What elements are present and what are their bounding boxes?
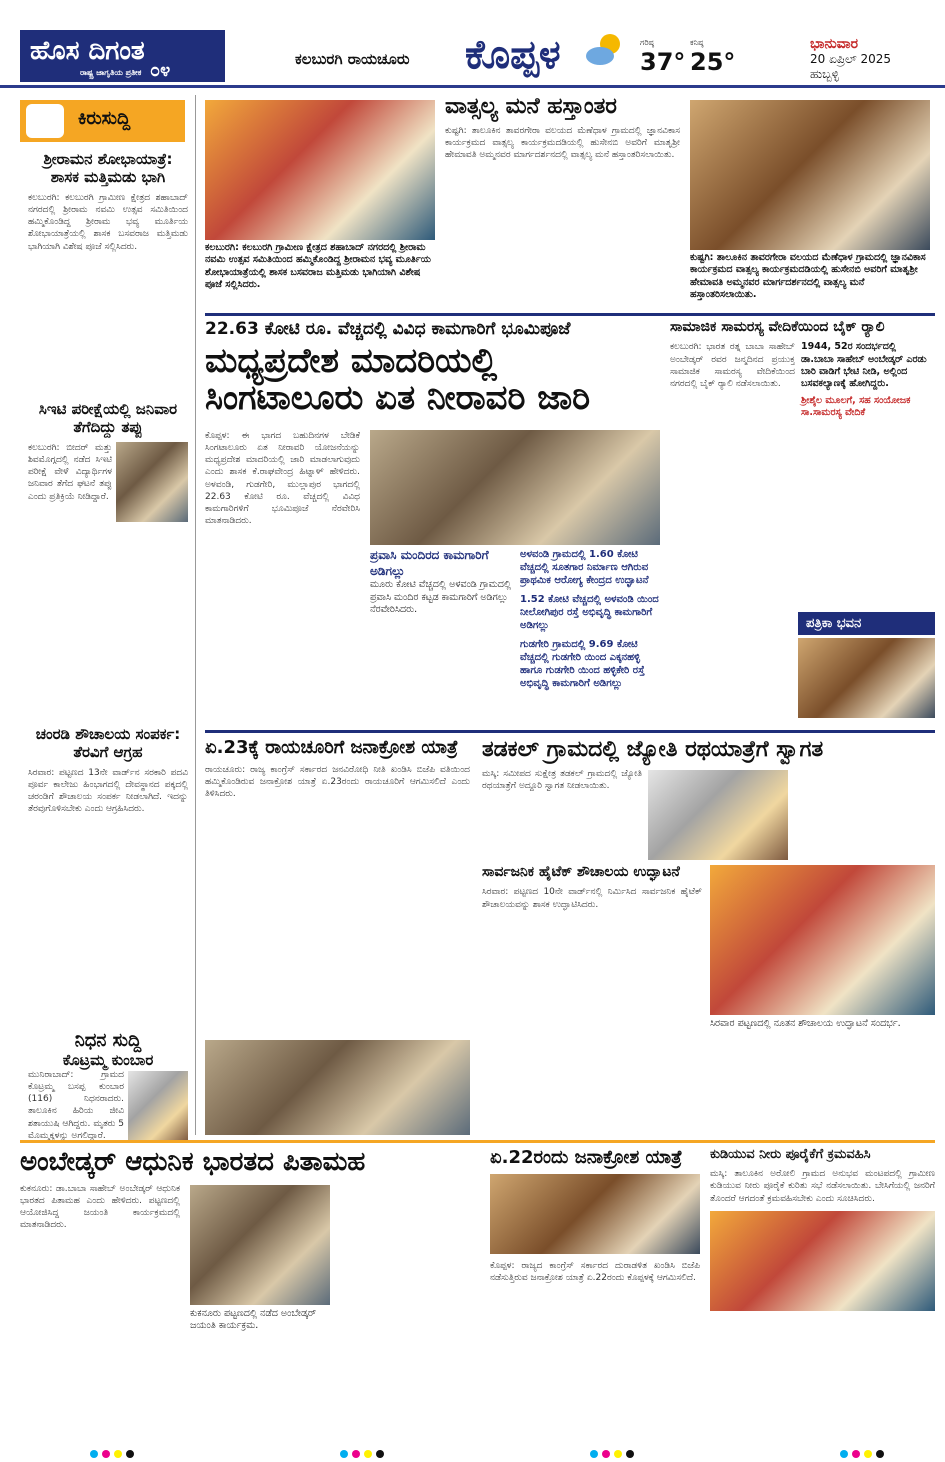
weekday: ಭಾನುವಾರ	[810, 36, 859, 52]
ambedkar-caption: ಕುಕನೂರು ಪಟ್ಟಣದಲ್ಲಿ ನಡೆದ ಅಂಬೇಡ್ಕರ್ ಜಯಂತಿ ಕಾರ್ಯಕ್ರಮ.	[190, 1308, 317, 1332]
ambedkar-photo	[190, 1185, 330, 1305]
temp-high-block	[640, 38, 685, 76]
page-number: ೦೪	[150, 60, 171, 81]
print-registration-marks	[340, 1443, 388, 1462]
janakrosha-koppal-photo	[490, 1174, 700, 1254]
obituary	[28, 1030, 188, 1140]
story-headline: ತಡಕಲ್ ಗ್ರಾಮದಲ್ಲಿ ಜ್ಯೋತಿ ರಥಯಾತ್ರೆಗೆ ಸ್ವಾಗತ	[482, 738, 824, 762]
obituary-photo	[128, 1071, 188, 1140]
lead-headline-2: ಸಿಂಗಟಾಲೂರು ಏತ ನೀರಾವರಿ ಜಾರಿ	[205, 378, 591, 419]
story-headline: ಚಂರಡಿ ಶೌಚಾಲಯ ಸಂಪರ್ಕ: ತೆರವಿಗೆ ಆಗ್ರಹ	[35, 725, 181, 761]
story-headline: ಶ್ರೀರಾಮನ ಶೋಭಾಯಾತ್ರೆ: ಶಾಸಕ ಮತ್ತಿಮಡು ಭಾಗಿ	[43, 150, 173, 186]
story-body: ಕಲಬುರಗಿ: ಭಾರತ ರತ್ನ ಬಾಬಾ ಸಾಹೇಬ್ ಅಂಬೇಡ್ಕರ್ ರವರ ಜನ್ಮದಿನದ ಪ್ರಯುಕ್ತ ಸಾಮಾಜಿಕ ಸಾಮರಸ್ಯ ವೇದಿಕೆಯಿಂದ ನಗರದಲ್ಲಿ ಬೈಕ್ ರ್‍ಯಾಲಿ ನಡೆಸಲಾಯಿತು.	[670, 342, 795, 389]
story-vatsalya	[445, 95, 680, 310]
date-block	[810, 36, 940, 82]
temp-low-label: ಕನಿಷ್ಠ	[690, 38, 704, 47]
region-label: ಕಲಬುರಗಿ ರಾಯಚೂರು	[295, 50, 410, 68]
press-meet-photo	[798, 638, 935, 718]
story-bike-rally	[670, 320, 935, 720]
story-headline: ಕುಡಿಯುವ ನೀರು ಪೂರೈಕೆಗೆ ಕ್ರಮವಹಿಸಿ	[710, 1148, 871, 1162]
lead-photo-caption-text: ಮೂರು ಕೋಟಿ ವೆಚ್ಚದಲ್ಲಿ ಅಳವಂಡಿ ಗ್ರಾಮದಲ್ಲಿ ಪ್ರವಾಸಿ ಮಂದಿರ ಕಟ್ಟಡ ಕಾಮಗಾರಿಗೆ ಅಡಿಗಲ್ಲು ನೆರವೇರಿಸಿದರು.	[370, 579, 512, 615]
rama-procession-photo	[205, 100, 435, 240]
newspaper-logo	[20, 30, 225, 82]
temp-high-label: ಗರಿಷ್ಠ	[640, 38, 654, 47]
water-meeting-photo	[710, 1211, 935, 1311]
date-text: 20 ಏಪ್ರಿಲ್ 2025	[810, 52, 892, 66]
story-body: ಮಸ್ಕಿ: ಸಮೀಪದ ಸುಕ್ಷೇತ್ರ ತಡಕಲ್ ಗ್ರಾಮದಲ್ಲಿ ಜ್ಯೋತಿ ರಥಯಾತ್ರೆಗೆ ಅದ್ದೂರಿ ಸ್ವಾಗತ ನೀಡಲಾಯಿತು.	[482, 769, 642, 792]
story-drinking-water	[710, 1148, 935, 1438]
lead-body: ಕೊಪ್ಪಳ: ಈ ಭಾಗದ ಬಹುದಿನಗಳ ಬೇಡಿಕೆ ಸಿಂಗಟಾಲೂರು ಏತ ನೀರಾವರಿ ಯೋಜನೆಯನ್ನು ಮಧ್ಯಪ್ರದೇಶ ಮಾದರಿಯಲ್ಲಿ ಜಾರಿ ಮಾಡಲಾಗುವುದು ಎಂದು ಶಾಸಕ ಕೆ.ರಾಘವೇಂದ್ರ ಹಿಟ್ನಾಳ್ ಹೇಳಿದರು. ಅಳವಂಡಿ, ಗುಡಗೇರಿ, ಮುಲ್ಲಾಪುರ ಭಾಗದಲ್ಲಿ 22.63 ಕೋಟಿ ರೂ. ವೆಚ್ಚದಲ್ಲಿ ವಿವಿಧ ಕಾಮಗಾರಿಗಳಿಗೆ ಭೂಮಿಪೂಜೆ ನೆರವೇರಿಸಿ ಮಾತನಾಡಿದರು.	[205, 431, 360, 526]
story-body: ಕುಷ್ಟಗಿ: ತಾಲೂಕಿನ ತಾವರಗೇರಾ ವಲಯದ ಮೆಣೆಧಾಳ ಗ್ರಾಮದಲ್ಲಿ ಜ್ಞಾನವಿಕಾಸ ಕಾರ್ಯಕ್ರಮದ ವಾತ್ಸಲ್ಯ ಕಾರ್ಯಕ್ರಮದಡಿಯಲ್ಲಿ ಹುಸೇನಬಿ ಅವರಿಗೆ ಮಾತೃಶ್ರೀ ಹೇಮಾವತಿ ಅಮ್ಮನವರ ಮಾರ್ಗದರ್ಶನದಲ್ಲಿ ವಾತ್ಸಲ್ಯ ಮನೆ ಹಸ್ತಾಂತರಿಸಲಾಯಿತು.	[445, 126, 680, 161]
janakrosha-press-photo	[205, 1040, 470, 1135]
story-body: ಕುಕನೂರು: ಡಾ.ಬಾಬಾ ಸಾಹೇಬ್ ಅಂಬೇಡ್ಕರ್ ಆಧುನಿಕ ಭಾರತದ ಪಿತಾಮಹ ಎಂದು ಹೇಳಿದರು. ಪಟ್ಟಣದಲ್ಲಿ ಆಯೋಜಿಸಿದ್ದ ಜಯಂತಿ ಕಾರ್ಯಕ್ರಮದಲ್ಲಿ ಮಾತನಾಡಿದರು.	[20, 1183, 180, 1231]
vatsalya-photo	[690, 100, 930, 250]
story-body: ರಾಯಚೂರು: ರಾಜ್ಯ ಕಾಂಗ್ರೆಸ್ ಸರ್ಕಾರದ ಜನವಿರೋಧಿ ನೀತಿ ಖಂಡಿಸಿ ಬಿಜೆಪಿ ವತಿಯಿಂದ ಹಮ್ಮಿಕೊಂಡಿರುವ ಜನಾಕ್ರೋಶ ಯಾತ್ರೆ ಏ.23ರಂದು ರಾಯಚೂರಿಗೆ ಆಗಮಿಸಲಿದೆ ಎಂದು ತಿಳಿಸಿದರು.	[205, 764, 470, 800]
logo-text: ಹೊಸ ದಿಗಂತ	[30, 36, 145, 66]
story-body: ಕಲಬುರಗಿ: ಕಲಬುರಗಿ ಗ್ರಾಮೀಣ ಕ್ಷೇತ್ರದ ಶಹಾಬಾದ್ ನಗರದಲ್ಲಿ ಶ್ರೀರಾಮ ನವಮಿ ಉತ್ಸವ ಸಮಿತಿಯಿಂದ ಹಮ್ಮಿಕೊಂಡಿದ್ದ ಶ್ರೀರಾಮ ಭವ್ಯ ಮೂರ್ತಿಯ ಶೋಭಾಯಾತ್ರೆಯಲ್ಲಿ ಶಾಸಕ ಬಸವರಾಜ ಮತ್ತಿಮಡು ಭಾಗಿಯಾಗಿ ವಿಶೇಷ ಪೂಜೆ ಸಲ್ಲಿಸಿದರು.	[28, 193, 188, 252]
story-janakrosha-koppal	[490, 1148, 700, 1438]
obituary-label: ನಿಧನ ಸುದ್ದಿ	[74, 1030, 142, 1051]
lead-headline-1: ಮಧ್ಯಪ್ರದೇಶ ಮಾದರಿಯಲ್ಲಿ	[205, 340, 498, 381]
print-registration-marks	[90, 1443, 138, 1462]
story-headline: ಸಾರ್ವಜನಿಕ ಹೈಟೆಕ್ ಶೌಚಾಲಯ ಉದ್ಘಾಟನೆ	[482, 865, 680, 880]
pull-quote: 1944, 52ರ ಸಂದರ್ಭದಲ್ಲಿ ಡಾ.ಬಾಬಾ ಸಾಹೇಬ್ ಅಂಬೇಡ್ಕರ್ ಎರಡು ಬಾರಿ ವಾಡಿಗೆ ಭೇಟಿ ನೀಡಿ, ಅಲ್ಲಿಂದ ಬಸವಕಲ್ಯಾಣಕ್ಕೆ ಹೋಗಿದ್ದರು.	[801, 341, 927, 390]
quote-attribution: ಶ್ರೀಶೈಲ ಮೂಲಗೆ, ಸಹ ಸಂಯೋಜಕ ಸಾ.ಸಾಮರಸ್ಯ ವೇದಿಕೆ	[801, 394, 911, 419]
story-hitech-toilet	[482, 865, 702, 1135]
story-headline: ಅಂಬೇಡ್ಕರ್ ಆಧುನಿಕ ಭಾರತದ ಪಿತಾಮಹ	[20, 1148, 366, 1177]
story-headline: ಸಾಮಾಜಿಕ ಸಾಮರಸ್ಯ ವೇದಿಕೆಯಿಂದ ಬೈಕ್ ರ್‍ಯಾಲಿ	[670, 320, 885, 335]
kirusuddi-label: ಕಿರುಸುದ್ದಿ	[78, 108, 131, 129]
obituary-name: ಕೊಟ್ರಮ್ಮ ಕುಂಬಾರ	[62, 1051, 154, 1069]
story-body: ಮಸ್ಕಿ: ತಾಲೂಕಿನ ಅರೋಲಿ ಗ್ರಾಮದ ಅನುಭವ ಮಂಟಪದಲ್ಲಿ ಗ್ರಾಮೀಣ ಕುಡಿಯುವ ನೀರು ಪೂರೈಕೆ ಕುರಿತು ಸಭೆ ನಡೆಸಲಾಯಿತು. ಬೇಸಿಗೆಯಲ್ಲಿ ಜನರಿಗೆ ತೊಂದರೆ ಆಗದಂತೆ ಕ್ರಮವಹಿಸಬೇಕು ಎಂದು ಸೂಚಿಸಿದರು.	[710, 1169, 935, 1204]
lead-kicker: 22.63 ಕೋಟಿ ರೂ. ವೆಚ್ಚದಲ್ಲಿ ವಿವಿಧ ಕಾಮಗಾರಿಗೆ ಭೂಮಿಪೂಜೆ	[205, 320, 571, 339]
story-headline: ವಾತ್ಸಲ್ಯ ಮನೆ ಹಸ್ತಾಂತರ	[445, 95, 617, 119]
column-divider	[195, 95, 196, 1135]
section-divider	[205, 313, 935, 316]
temp-low-value: 25°	[690, 48, 736, 76]
rama-procession-caption: ಕಲಬುರಗಿ: ಕಲಬುರಗಿ ಗ್ರಾಮೀಣ ಕ್ಷೇತ್ರದ ಶಹಾಬಾದ್ ನಗರದಲ್ಲಿ ಶ್ರೀರಾಮ ನವಮಿ ಉತ್ಸವ ಸಮಿತಿಯಿಂದ ಹಮ್ಮಿಕೊಂಡಿದ್ದ ಶ್ರೀರಾಮನ ಭವ್ಯ ಮೂರ್ತಿಯ ಶೋಭಾಯಾತ್ರೆಯಲ್ಲಿ ಶಾಸಕ ಬಸವರಾಜ ಮತ್ತಿಮಡು ಭಾಗಿಯಾಗಿ ವಿಶೇಷ ಪೂಜೆ ಸಲ್ಲಿಸಿದರು.	[205, 242, 435, 302]
press-bhavan-banner: ಪತ್ರಿಕಾ ಭವನ	[798, 612, 935, 635]
story-cet-janivara	[28, 400, 188, 720]
hand-point-icon	[26, 104, 64, 138]
lead-story-header	[205, 320, 660, 425]
logo-tagline: ರಾಷ್ಟ್ರ ಜಾಗೃತಿಯ ಪ್ರತೀಕ	[80, 68, 142, 77]
obituary-body: ಮುನಿರಾಬಾದ್: ಗ್ರಾಮದ ಕೊಟ್ರಮ್ಮ ಬಸಪ್ಪ ಕುಂಬಾರ (116) ನಿಧನರಾದರು. ತಾಲೂಕಿನ ಹಿರಿಯ ಜೀವಿ ಶತಾಯುಷಿ ಆಗಿದ್ದರು. ಮೃತರು 5 ಮೊಮ್ಮಕ್ಕಳನ್ನು ಅಗಲಿದ್ದಾರೆ.	[28, 1070, 124, 1140]
story-body: ಸಿರವಾರ: ಪಟ್ಟಣದ 13ನೇ ವಾರ್ಡ್‌ನ ಸರಕಾರಿ ಪದವಿ ಪೂರ್ವ ಕಾಲೇಜು ಹಿಂಭಾಗದಲ್ಲಿ ದೇವಸ್ಥಾನದ ಪಕ್ಕದಲ್ಲಿ ಚರಂಡಿಗೆ ಶೌಚಾಲಯ ಸಂಪರ್ಕ ನೀಡಲಾಗಿದೆ. ಇದನ್ನು ತೆರವುಗೊಳಿಸಬೇಕು ಎಂದು ಆಗ್ರಹಿಸಿದರು.	[28, 768, 188, 815]
temp-high-value: 37°	[640, 48, 686, 76]
print-registration-marks	[840, 1443, 888, 1462]
section-divider	[20, 1140, 935, 1143]
person-photo	[116, 442, 188, 522]
lead-bullet: 1.52 ಕೋಟಿ ವೆಚ್ಚದಲ್ಲಿ ಅಳವಂಡಿ ಯಿಂದ ನೀಲೋಗಿಪುರ ರಸ್ತೆ ಅಭಿವೃದ್ಧಿ ಕಾಮಗಾರಿಗೆ ಅಡಿಗಲ್ಲು	[520, 594, 659, 631]
section-divider	[205, 730, 935, 733]
temp-low-block	[690, 38, 735, 76]
story-headline: ಸಿಇಟಿ ಪರೀಕ್ಷೆಯಲ್ಲಿ ಜನಿವಾರ ತೆಗೆದಿದ್ದು ತಪ್ಪು	[38, 400, 178, 436]
lead-bullets	[520, 548, 660, 723]
vatsalya-caption: ಕುಷ್ಟಗಿ: ತಾಲೂಕಿನ ತಾವರಗೇರಾ ವಲಯದ ಮೆಣೆಧಾಳ ಗ್ರಾಮದಲ್ಲಿ ಜ್ಞಾನವಿಕಾಸ ಕಾರ್ಯಕ್ರಮದ ವಾತ್ಸಲ್ಯ ಕಾರ್ಯಕ್ರಮದಡಿಯಲ್ಲಿ ಹುಸೇನಬಿ ಅವರಿಗೆ ಮಾತೃಶ್ರೀ ಹೇಮಾವತಿ ಅಮ್ಮನವರ ಮಾರ್ಗದರ್ಶನದಲ್ಲಿ ವಾತ್ಸಲ್ಯ ಮನೆ ಹಸ್ತಾಂತರಿಸಲಾಯಿತು.	[690, 252, 926, 301]
story-janakrosha-raichur	[205, 738, 470, 1038]
lead-photo	[370, 430, 660, 545]
story-body: ಕಲಬುರಗಿ: ಬೀದರ್ ಮತ್ತು ಶಿವಮೊಗ್ಗದಲ್ಲಿ ನಡೆದ ಸಿಇಟಿ ಪರೀಕ್ಷೆ ವೇಳೆ ವಿದ್ಯಾರ್ಥಿಗಳ ಜನಿವಾರ ತೆಗೆದ ಘಟನೆ ತಪ್ಪು ಎಂದು ಪ್ರತಿಕ್ರಿಯೆ ನೀಡಿದ್ದಾರೆ.	[28, 443, 112, 502]
story-rama-procession	[28, 150, 188, 400]
story-body: ಸಿರವಾರ: ಪಟ್ಟಣದ 10ನೇ ವಾರ್ಡ್‌ನಲ್ಲಿ ನಿರ್ಮಿಸಿದ ಸಾರ್ವಜನಿಕ ಹೈಟೆಕ್ ಶೌಚಾಲಯವನ್ನು ಶಾಸಕ ಉದ್ಘಾಟಿಸಿದರು.	[482, 887, 702, 910]
city-title: ಕೊಪ್ಪಳ	[465, 32, 561, 78]
print-registration-marks	[590, 1443, 638, 1462]
partly-cloudy-icon	[582, 30, 628, 70]
toilet-caption: ಸಿರವಾರ ಪಟ್ಟಣದಲ್ಲಿ ನೂತನ ಶೌಚಾಲಯ ಉದ್ಘಾಟನೆ ಸಂದರ್ಭ.	[710, 1018, 901, 1029]
story-headline: ಏ.23ಕ್ಕೆ ರಾಯಚೂರಿಗೆ ಜನಾಕ್ರೋಶ ಯಾತ್ರೆ	[205, 738, 458, 758]
masthead	[0, 0, 945, 88]
edition-place: ಹುಬ್ಬಳ್ಳಿ	[810, 67, 839, 81]
story-drain-toilet	[28, 725, 188, 1030]
story-body: ಕೊಪ್ಪಳ: ರಾಜ್ಯದ ಕಾಂಗ್ರೆಸ್ ಸರ್ಕಾರದ ದುರಾಡಳಿತ ಖಂಡಿಸಿ ಬಿಜೆಪಿ ನಡೆಸುತ್ತಿರುವ ಜನಾಕ್ರೋಶ ಯಾತ್ರೆ ಏ.22ರಂದು ಕೊಪ್ಪಳಕ್ಕೆ ಆಗಮಿಸಲಿದೆ.	[490, 1260, 700, 1283]
lead-photo-caption	[370, 548, 515, 723]
toilet-photo	[710, 865, 935, 1015]
lead-bullet: ಗುಡಗೇರಿ ಗ್ರಾಮದಲ್ಲಿ 9.69 ಕೋಟಿ ವೆಚ್ಚದಲ್ಲಿ ಗುಡಗೇರಿ ಯಿಂದ ಎಕ್ಕನಹಳ್ಳಿ ಹಾಗೂ ಗುಡಗೇರಿ ಯಿಂದ ಹಳ್ಳಿಕೇರಿ ರಸ್ತೆ ಅಭಿವೃದ್ಧಿ ಕಾಮಗಾರಿಗೆ ಅಡಿಗಲ್ಲು	[520, 639, 645, 689]
kirusuddi-banner	[20, 100, 185, 142]
lead-bullet: ಅಳವಂಡಿ ಗ್ರಾಮದಲ್ಲಿ 1.60 ಕೋಟಿ ವೆಚ್ಚದಲ್ಲಿ ಸೂತಗಾರ ನಿರ್ಮಾಣ ಆಗಿರುವ ಪ್ರಾಥಮಿಕ ಆರೋಗ್ಯ ಕೇಂದ್ರದ ಉದ್ಘಾಟನೆ	[520, 549, 649, 586]
story-headline: ಏ.22ರಂದು ಜನಾಕ್ರೋಶ ಯಾತ್ರೆ	[490, 1148, 683, 1168]
jyothi-photo	[648, 770, 788, 860]
lead-photo-caption-title: ಪ್ರವಾಸಿ ಮಂದಿರದ ಕಾಮಗಾರಿಗೆ ಅಡಿಗಲ್ಲು	[370, 548, 489, 578]
